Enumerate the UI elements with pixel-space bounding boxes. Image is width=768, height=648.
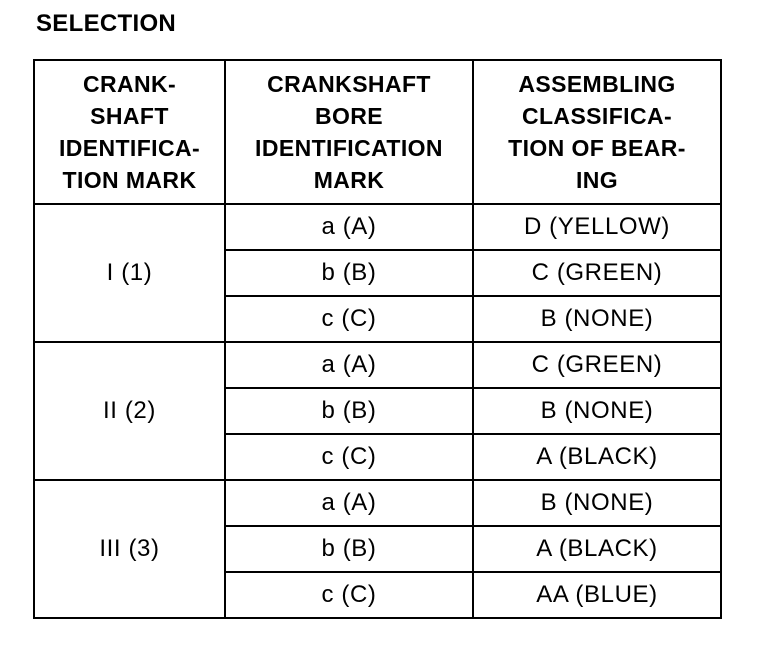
bearing-class-cell: B (NONE): [473, 480, 721, 526]
header-line: IDENTIFICATION: [255, 135, 443, 161]
bearing-class-cell: B (NONE): [473, 388, 721, 434]
bore-mark-cell: c (C): [225, 572, 473, 618]
header-line: BORE: [314, 103, 384, 129]
bearing-class-cell: B (NONE): [473, 296, 721, 342]
header-assembling-classification-of-bearing: [473, 60, 721, 204]
header-row: [34, 60, 721, 204]
bearing-class-cell: AA (BLUE): [473, 572, 721, 618]
header-line: CRANK-: [82, 71, 177, 97]
bore-mark-cell: a (A): [225, 342, 473, 388]
table-row: [34, 342, 721, 388]
bore-mark-cell: a (A): [225, 204, 473, 250]
bearing-class-cell: A (BLACK): [473, 434, 721, 480]
bearing-class-cell: C (GREEN): [473, 250, 721, 296]
header-line: ING: [575, 167, 619, 193]
header-line: MARK: [313, 167, 385, 193]
bore-mark-cell: c (C): [225, 434, 473, 480]
header-line: ASSEMBLING: [518, 71, 676, 97]
header-crankshaft-bore-identification-mark: [225, 60, 473, 204]
header-line: SHAFT: [90, 103, 169, 129]
header-line: CRANKSHAFT: [267, 71, 431, 97]
bore-mark-cell: b (B): [225, 250, 473, 296]
header-line: TION MARK: [62, 167, 197, 193]
crankshaft-mark-cell: II (2): [34, 342, 225, 480]
table-row: [34, 204, 721, 250]
selection-table: [33, 59, 722, 619]
header-line: TION OF BEAR-: [508, 135, 686, 161]
bore-mark-cell: a (A): [225, 480, 473, 526]
bearing-class-cell: C (GREEN): [473, 342, 721, 388]
crankshaft-mark-cell: III (3): [34, 480, 225, 618]
page-title: SELECTION: [36, 10, 177, 37]
header-crankshaft-identification-mark: [34, 60, 225, 204]
bore-mark-cell: b (B): [225, 388, 473, 434]
bearing-class-cell: A (BLACK): [473, 526, 721, 572]
bearing-class-cell: D (YELLOW): [473, 204, 721, 250]
header-line: IDENTIFICA-: [58, 135, 201, 161]
table-row: [34, 480, 721, 526]
crankshaft-mark-cell: I (1): [34, 204, 225, 342]
bore-mark-cell: c (C): [225, 296, 473, 342]
bore-mark-cell: b (B): [225, 526, 473, 572]
header-line: CLASSIFICA-: [521, 103, 673, 129]
